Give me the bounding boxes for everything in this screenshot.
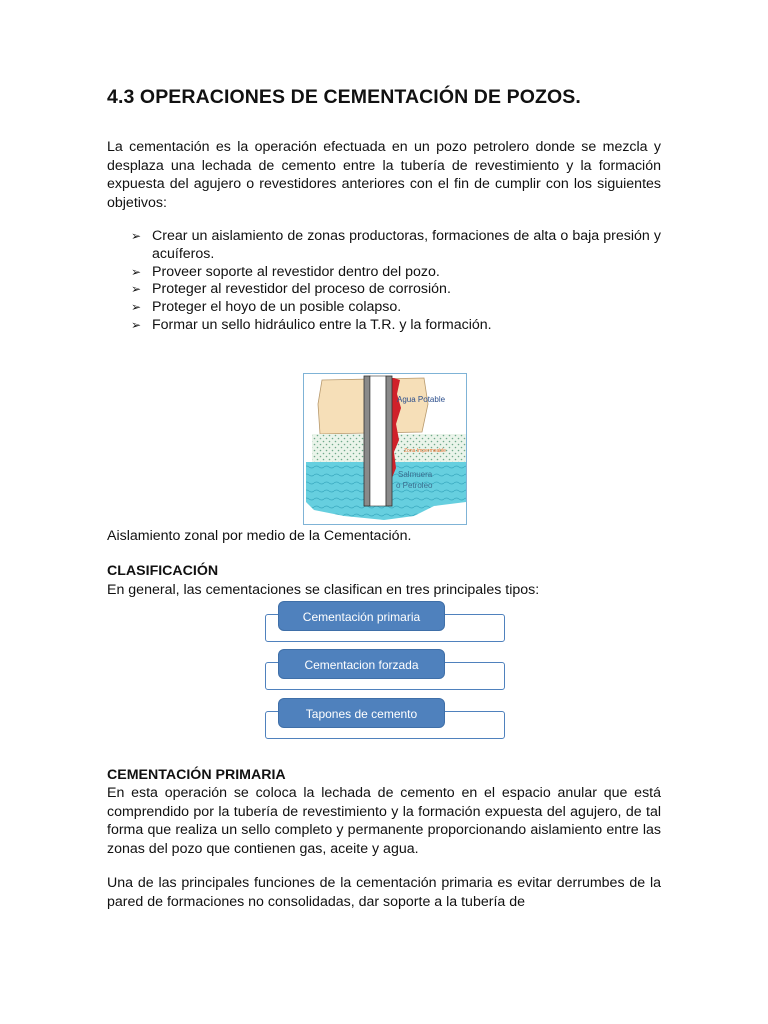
label-agua-potable: Agua Potable xyxy=(397,395,446,404)
item-label: Cementacion forzada xyxy=(278,649,445,679)
item-label: Cementación primaria xyxy=(278,601,445,631)
casing-wall-right xyxy=(386,376,392,506)
list-item: ➢ Proteger al revestidor del proceso de corrosión. xyxy=(131,281,451,298)
primary-paragraph-2: Una de las principales funciones de la cementación primaria es evitar derrumbes de la pared de formaciones no consolidadas, dar soporte a la tubería de xyxy=(107,875,661,910)
arrow-bullet-icon: ➢ xyxy=(131,282,142,297)
list-item: ➢ Formar un sello hidráulico entre la T.R. y la formación. xyxy=(131,316,492,333)
arrow-bullet-icon: ➢ xyxy=(131,229,142,243)
label-petroleo: o Petroleo xyxy=(396,481,433,490)
primary-heading: CEMENTACIÓN PRIMARIA xyxy=(107,767,286,783)
zonal-isolation-figure xyxy=(303,373,467,525)
list-item: ➢ Crear un aislamiento de zonas productoras, formaciones de alta o baja presión y acuíferos. xyxy=(131,228,661,262)
primary-paragraph-1: En esta operación se coloca la lechada de cemento en el espacio anular que está comprendido por la tubería de revestimiento y la formación expuesta del agujero, de tal forma que realiza un sello completo y permanente proporcionando aislamiento entre las zonas del pozo que contienen gas, aceite y agua. xyxy=(107,785,661,857)
intro-paragraph: La cementación es la operación efectuada en un pozo petrolero donde se mezcla y desplaza una lechada de cemento entre la tubería de revestimiento y la formación expuesta del agujero o revestidores anteriores con el fin de cumplir con los siguientes objetivos: xyxy=(107,139,661,211)
classification-heading: CLASIFICACIÓN xyxy=(107,563,219,579)
arrow-bullet-icon: ➢ xyxy=(131,317,142,332)
label-zona-impermeable: Zona Impermeable xyxy=(404,448,446,454)
arrow-bullet-icon: ➢ xyxy=(131,264,142,279)
label-salmuera: Salmuera xyxy=(398,470,433,479)
wellbore-diagram xyxy=(304,374,466,524)
arrow-bullet-icon: ➢ xyxy=(131,300,142,315)
classification-item xyxy=(265,601,507,643)
classification-item xyxy=(265,649,507,691)
item-label: Tapones de cemento xyxy=(278,698,445,728)
page-title: 4.3 OPERACIONES DE CEMENTACIÓN DE POZOS. xyxy=(107,86,581,108)
casing-wall-left xyxy=(364,376,370,506)
classification-item xyxy=(265,698,507,740)
list-item: ➢ Proveer soporte al revestidor dentro del pozo. xyxy=(131,263,440,280)
classification-intro: En general, las cementaciones se clasifican en tres principales tipos: xyxy=(107,582,540,598)
figure-caption: Aislamiento zonal por medio de la Cementación. xyxy=(107,528,412,544)
casing-bore xyxy=(370,376,386,506)
list-item: ➢ Proteger el hoyo de un posible colapso. xyxy=(131,299,402,316)
objectives-list xyxy=(131,228,661,335)
